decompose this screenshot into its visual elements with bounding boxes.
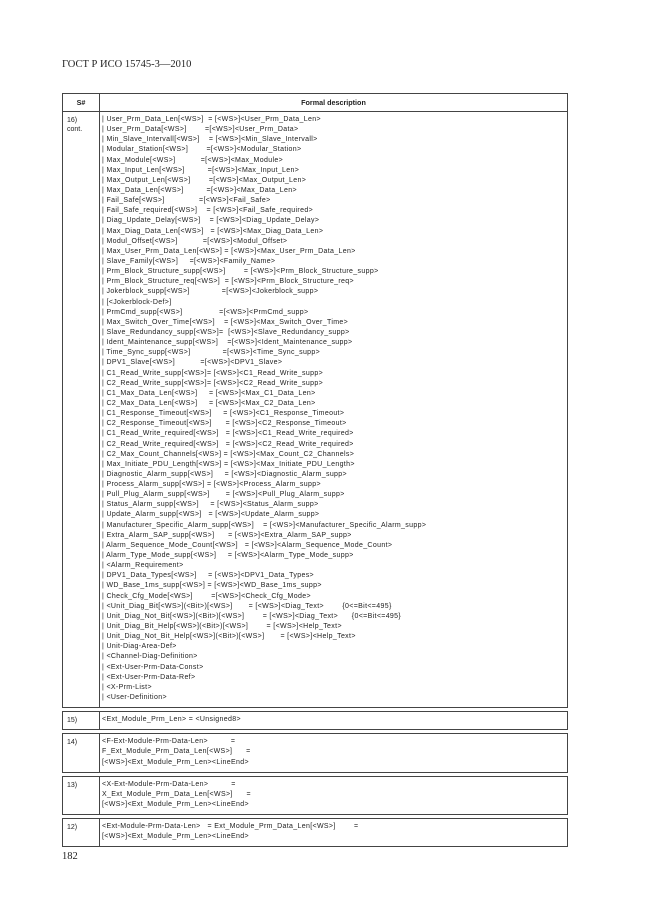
syntax-line: | Fail_Safe_required[<WS>] = [<WS>]<Fail_Safe_required> [102,207,314,215]
rule-number-cell [63,819,100,847]
syntax-line: [<WS>]<Ext_Module_Prm_Len><LineEnd> [102,758,249,766]
syntax-line: <Ext-Module-Prm-Data-Len> = Ext_Module_Prm_Data_Len[<WS>] = [102,823,359,831]
rule-number-cell [63,112,100,708]
syntax-line: | Max_Switch_Over_Time[<WS>] = [<WS>]<Max_Switch_Over_Time> [102,318,349,326]
syntax-line: | <Alarm_Requirement> [102,562,184,570]
syntax-line: X_Ext_Module_Prm_Data_Len[<WS>] = [102,790,251,798]
table-row [63,734,568,772]
syntax-line: | WD_Base_1ms_supp[<WS>] = [<WS>]<WD_Base_1ms_supp> [102,582,322,590]
syntax-line: | Min_Slave_Intervall[<WS>] = [<WS>]<Min_Slave_Intervall> [102,136,318,144]
rule-number: 15) [67,717,78,725]
syntax-line: | Process_Alarm_supp[<WS>] = [<WS>]<Process_Alarm_supp> [102,481,321,489]
column-header-description: Formal description [100,94,568,112]
syntax-line: <Ext_Module_Prm_Len> = <Unsigned8> [102,716,241,724]
syntax-line: [<WS>]<Ext_Module_Prm_Len><LineEnd> [102,801,249,808]
syntax-line: | C1_Read_Write_required[<WS>] = [<WS>]<C1_Read_Write_required> [102,430,354,438]
syntax-line: | Unit_Diag_Bit_Help[<WS>](<Bit>)[<WS>] = [<WS>]<Help_Text> [102,623,342,631]
syntax-line: | Prm_Block_Structure_supp[<WS>] = [<WS>]<Prm_Block_Structure_supp> [102,268,379,276]
syntax-line: | Max_Initiate_PDU_Length[<WS>] = [<WS>]<Max_Initiate_PDU_Length> [102,460,355,468]
syntax-line: | C1_Response_Timeout[<WS>] = [<WS>]<C1_Response_Timeout> [102,410,345,418]
formal-description-table [62,93,568,847]
syntax-line: | DPV1_Slave[<WS>] =[<WS>]<DPV1_Slave> [102,359,283,367]
table-row [63,819,568,847]
syntax-line: | Unit_Diag_Not_Bit_Help[<WS>](<Bit>)[<WS>] = [<WS>]<Help_Text> [102,633,356,641]
page-number: 182 [62,851,78,862]
syntax-line: | C2_Read_Write_supp[<WS>]= [<WS>]<C2_Read_Write_supp> [102,379,324,387]
formal-description-cell [100,712,568,730]
rule-number: 16) [67,117,78,124]
syntax-line: <F-Ext-Module-Prm-Data-Len> = [102,738,236,746]
syntax-line: | Time_Sync_supp[<WS>] =[<WS>]<Time_Sync_supp> [102,349,321,357]
syntax-line: | PrmCmd_supp[<WS>] =[<WS>]<PrmCmd_supp> [102,308,309,316]
syntax-line: | <User-Definition> [102,694,167,702]
syntax-line: | <Channel-Diag-Definition> [102,653,198,661]
rule-number: 14) [67,739,78,747]
table-row [63,776,568,814]
syntax-line: | Modul_Offset[<WS>] =[<WS>]<Modul_Offset> [102,237,288,245]
syntax-line: | C2_Max_Data_Len[<WS>] = [<WS>]<Max_C2_Data_Len> [102,399,316,407]
syntax-line: | <Ext-User-Prm-Data-Ref> [102,673,196,681]
syntax-line: | Alarm_Type_Mode_supp[<WS>] = [<WS>]<Alarm_Type_Mode_supp> [102,552,354,560]
syntax-line: | Alarm_Sequence_Mode_Count[<WS>] = [<WS>]<Alarm_Sequence_Mode_Count> [102,541,393,549]
formal-description-cell [100,819,568,847]
syntax-line: | Status_Alarm_supp[<WS>] = [<WS>]<Status_Alarm_supp> [102,501,319,509]
column-header-number: S# [63,94,100,112]
rule-number-cell [63,776,100,814]
syntax-line: | C1_Read_Write_supp[<WS>]= [<WS>]<C1_Read_Write_supp> [102,369,324,377]
syntax-line: [<WS>]<Ext_Module_Prm_Len><LineEnd> [102,833,249,841]
syntax-line: | User_Prm_Data_Len[<WS>] = [<WS>]<User_Prm_Data_Len> [102,116,321,123]
table-header-row [63,94,568,112]
syntax-line: | Max_Diag_Data_Len[<WS>] = [<WS>]<Max_Diag_Data_Len> [102,227,324,235]
syntax-line: | <X-Prm-List> [102,683,152,691]
table-row [63,112,568,708]
syntax-line: | C2_Response_Timeout[<WS>] = [<WS>]<C2_Response_Timeout> [102,420,347,428]
syntax-line: | Unit_Diag_Not_Bit[<WS>](<Bit>)[<WS>] = [<WS>]<Diag_Text> {0<=Bit<=495} [102,612,402,620]
syntax-line: | Ident_Maintenance_supp[<WS>] =[<WS>]<Ident_Maintenance_supp> [102,339,353,347]
syntax-line: | Check_Cfg_Mode[<WS>] =[<WS>]<Check_Cfg_Mode> [102,592,311,600]
syntax-line: | Manufacturer_Specific_Alarm_supp[<WS>] = [<WS>]<Manufacturer_Specific_Alarm_supp> [102,521,427,529]
standard-header: ГОСТ Р ИСО 15745-3—2010 [62,59,192,70]
syntax-line: | C1_Max_Data_Len[<WS>] = [<WS>]<Max_C1_Data_Len> [102,389,316,397]
syntax-line: | Max_User_Prm_Data_Len[<WS>] = [<WS>]<Max_User_Prm_Data_Len> [102,247,356,255]
syntax-line: | Max_Module[<WS>] =[<WS>]<Max_Module> [102,156,284,164]
syntax-line: | Max_Data_Len[<WS>] =[<WS>]<Max_Data_Len> [102,186,297,194]
syntax-line: | [<Jokerblock-Def>] [102,298,172,306]
syntax-line: | Slave_Family[<WS>] =[<WS>]<Family_Name> [102,257,276,265]
syntax-line: F_Ext_Module_Prm_Data_Len[<WS>] = [102,748,251,756]
syntax-line: | User_Prm_Data[<WS>] =[<WS>]<User_Prm_Data> [102,126,299,134]
syntax-line: | Diag_Update_Delay[<WS>] = [<WS>]<Diag_Update_Delay> [102,217,320,225]
syntax-line: | Max_Input_Len[<WS>] =[<WS>]<Max_Input_Len> [102,166,300,174]
syntax-line: | Unit-Diag-Area-Def> [102,643,177,651]
formal-description-cell [100,734,568,772]
syntax-line: | Update_Alarm_supp[<WS>] = [<WS>]<Update_Alarm_supp> [102,511,320,519]
rule-number: 13) [67,781,78,789]
syntax-line: | Jokerblock_supp[<WS>] =[<WS>]<Jokerblock_supp> [102,288,319,296]
syntax-line: | Prm_Block_Structure_req[<WS>] = [<WS>]<Prm_Block_Structure_req> [102,278,354,286]
syntax-line: | <Unit_Diag_Bit[<WS>](<Bit>)[<WS>] = [<WS>]<Diag_Text> {0<=Bit<=495} [102,602,392,610]
syntax-line: | <Ext-User-Prm-Data-Const> [102,663,204,671]
syntax-line: | Extra_Alarm_SAP_supp[<WS>] = [<WS>]<Extra_Alarm_SAP_supp> [102,531,352,539]
table-body [63,112,568,847]
syntax-line: | Max_Output_Len[<WS>] =[<WS>]<Max_Output_Len> [102,176,307,184]
syntax-line: | Diagnostic_Alarm_supp[<WS>] = [<WS>]<Diagnostic_Alarm_supp> [102,470,347,478]
syntax-line: | Modular_Station[<WS>] =[<WS>]<Modular_Station> [102,146,302,154]
syntax-line: | C2_Read_Write_required[<WS>] = [<WS>]<C2_Read_Write_required> [102,440,354,448]
formal-description-cell [100,776,568,814]
rule-number: 12) [67,824,78,832]
rule-number-cell [63,734,100,772]
table-row [63,712,568,730]
rule-number: cont. [67,126,83,133]
syntax-line: | C2_Max_Count_Channels[<WS>] = [<WS>]<Max_Count_C2_Channels> [102,450,355,458]
syntax-line: | Pull_Plug_Alarm_supp[<WS>] = [<WS>]<Pull_Plug_Alarm_supp> [102,491,345,499]
syntax-line: | DPV1_Data_Types[<WS>] = [<WS>]<DPV1_Data_Types> [102,572,314,580]
formal-description-cell [100,112,568,708]
rule-number-cell [63,712,100,730]
syntax-line: <X-Ext-Module-Prm-Data-Len> = [102,780,236,788]
syntax-line: | Slave_Redundancy_supp[<WS>]= [<WS>]<Slave_Redundancy_supp> [102,328,350,336]
syntax-line: | Fail_Safe[<WS>] =[<WS>]<Fail_Safe> [102,197,271,205]
